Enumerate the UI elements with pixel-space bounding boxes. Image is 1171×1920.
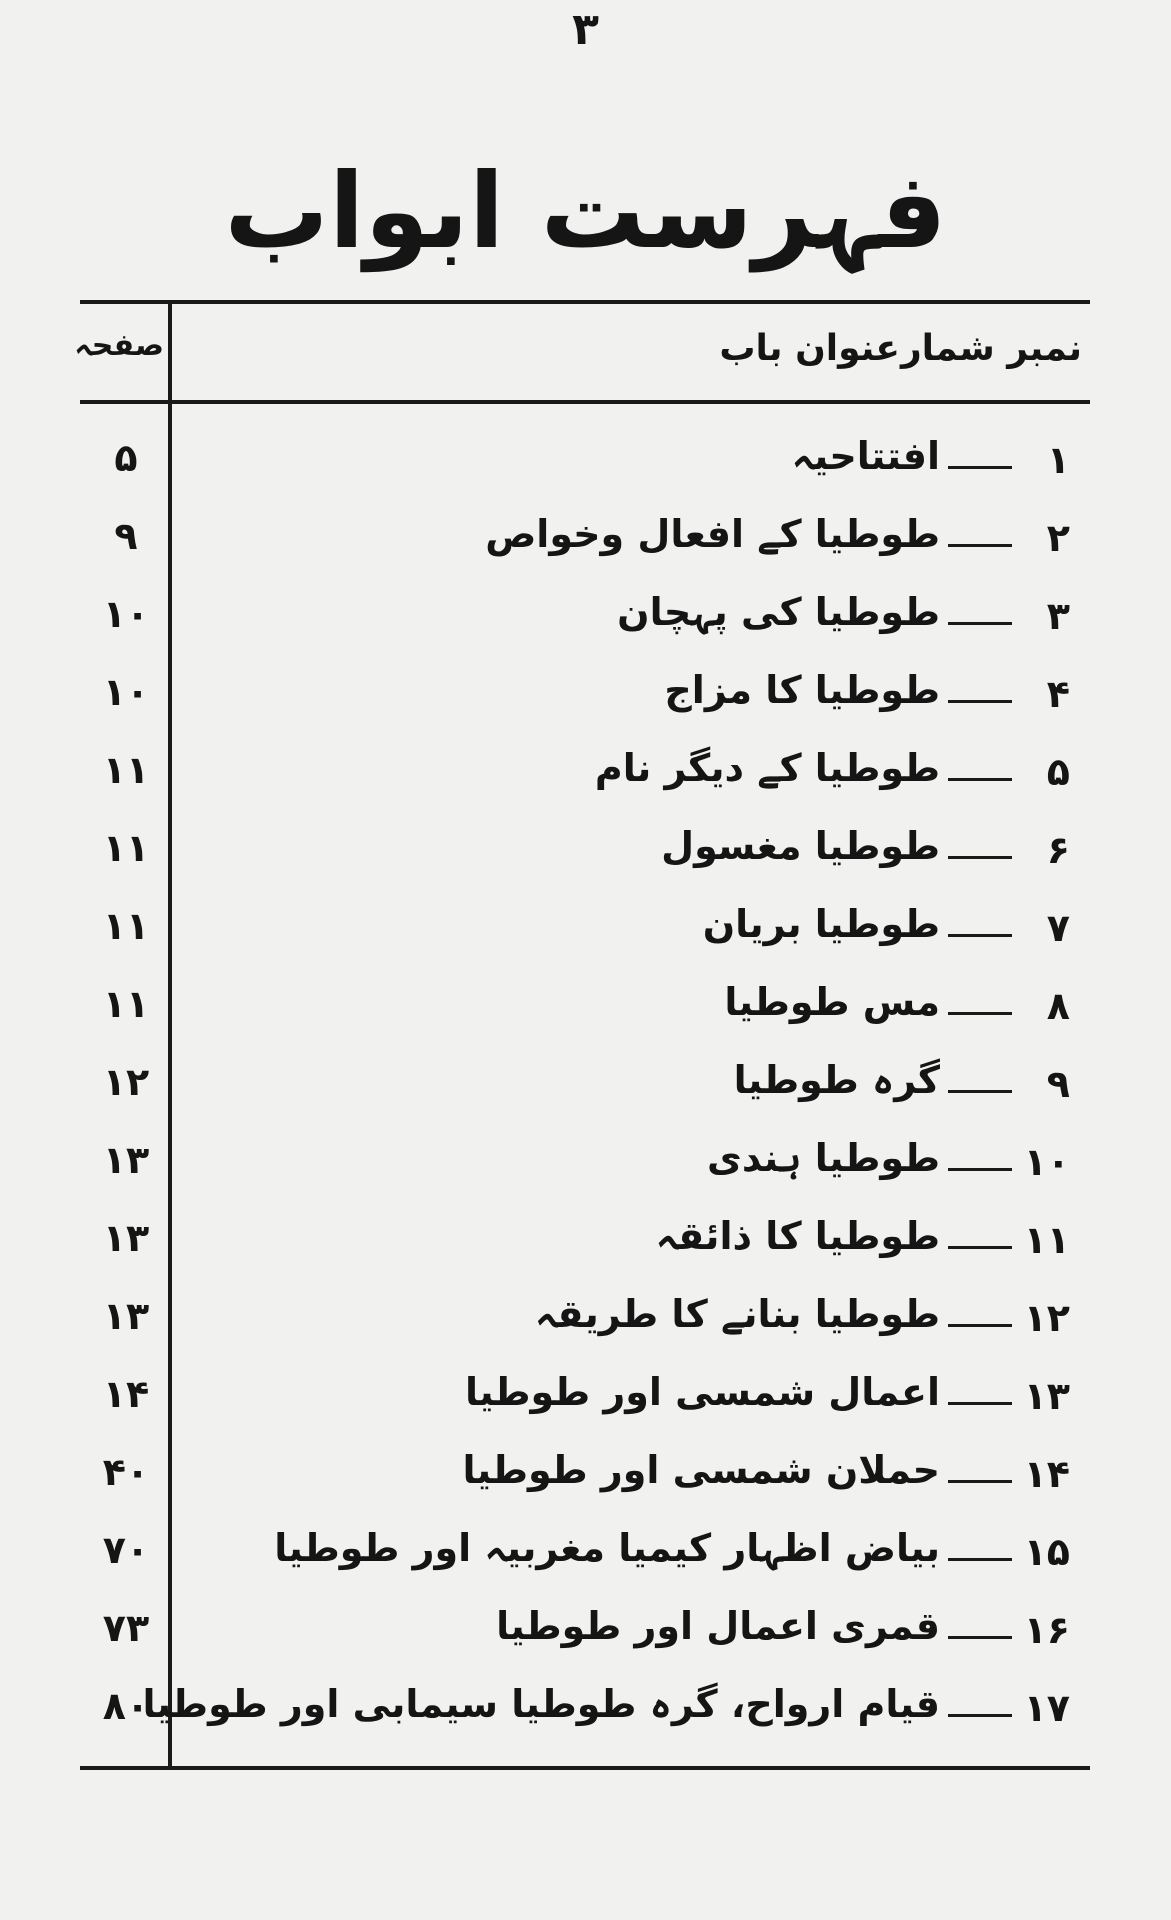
row-chapter-title: طوطیا کا مزاج (664, 668, 940, 712)
row-dash (948, 466, 1012, 469)
row-chapter-title: طوطیا بنانے کا طریقہ (534, 1292, 940, 1336)
row-chapter-title: طوطیا کے افعال وخواص (485, 512, 940, 556)
row-serial: ۱۶ (1023, 1608, 1070, 1652)
row-page: ۸۰ (102, 1684, 150, 1728)
row-dash (948, 934, 1012, 937)
row-chapter-title: گرہ طوطیا (733, 1058, 940, 1102)
row-chapter-title: بیاض اظہار کیمیا مغربیہ اور طوطیا (274, 1526, 940, 1570)
toc-row (80, 1132, 1090, 1210)
row-page: ۵ (114, 436, 138, 480)
toc-row (80, 1444, 1090, 1522)
row-chapter-title: قیام ارواح، گرہ طوطیا سیمابی اور طوطیا (142, 1682, 940, 1726)
row-page: ۱۱ (102, 904, 150, 948)
row-dash (948, 1090, 1012, 1093)
row-page: ۷۰ (102, 1528, 150, 1572)
row-dash (948, 1246, 1012, 1249)
row-chapter-title: اعمال شمسی اور طوطیا (464, 1370, 940, 1414)
row-page: ۱۰ (102, 670, 150, 714)
row-page: ۱۰ (102, 592, 150, 636)
toc-row (80, 1366, 1090, 1444)
row-serial: ۵ (1046, 750, 1070, 794)
row-chapter-title: افتتاحیہ (791, 434, 940, 478)
row-serial: ۳ (1046, 594, 1070, 638)
toc-table (74, 300, 1090, 1770)
page-number: ۳ (572, 4, 599, 55)
row-page: ۱۱ (102, 982, 150, 1026)
bottom-rule (80, 1766, 1090, 1770)
header-rule (80, 400, 1090, 404)
row-serial: ۶ (1046, 828, 1070, 872)
toc-row (80, 1054, 1090, 1132)
row-serial: ۱۳ (1023, 1374, 1070, 1418)
row-dash (948, 1324, 1012, 1327)
row-chapter-title: طوطیا بریان (702, 902, 940, 946)
row-dash (948, 1402, 1012, 1405)
toc-row (80, 1522, 1090, 1600)
row-serial: ۱۰ (1023, 1140, 1070, 1184)
row-page: ۱۱ (102, 826, 150, 870)
page-title: فہرست ابواب (224, 150, 947, 272)
row-page: ۱۳ (102, 1294, 150, 1338)
toc-row (80, 976, 1090, 1054)
row-dash (948, 1636, 1012, 1639)
toc-row (80, 430, 1090, 508)
row-dash (948, 1012, 1012, 1015)
row-dash (948, 1714, 1012, 1717)
top-rule (80, 300, 1090, 304)
toc-row (80, 1288, 1090, 1366)
row-dash (948, 700, 1012, 703)
header-serial: نمبر شمار (900, 328, 1082, 369)
row-serial: ۴ (1046, 672, 1070, 716)
header-page: صفحہ (74, 328, 164, 363)
row-chapter-title: طوطیا کے دیگر نام (594, 746, 940, 790)
toc-row (80, 1678, 1090, 1756)
row-serial: ۱۷ (1023, 1686, 1070, 1730)
row-page: ۱۳ (102, 1216, 150, 1260)
row-chapter-title: قمری اعمال اور طوطیا (496, 1604, 940, 1648)
row-dash (948, 622, 1012, 625)
row-page: ۱۲ (102, 1060, 150, 1104)
row-serial: ۷ (1046, 906, 1070, 950)
row-chapter-title: حملان شمسی اور طوطیا (462, 1448, 940, 1492)
row-chapter-title: طوطیا ہندی (707, 1136, 940, 1180)
row-page: ۱۴ (102, 1372, 150, 1416)
row-page: ۱۳ (102, 1138, 150, 1182)
row-chapter-title: مس طوطیا (724, 980, 940, 1024)
row-page: ۱۱ (102, 748, 150, 792)
toc-rows (80, 430, 1090, 1756)
row-dash (948, 544, 1012, 547)
toc-row (80, 742, 1090, 820)
row-dash (948, 778, 1012, 781)
row-dash (948, 1168, 1012, 1171)
row-serial: ۲ (1046, 516, 1070, 560)
row-chapter-title: طوطیا کی پہچان (617, 590, 940, 634)
row-serial: ۱۱ (1023, 1218, 1070, 1262)
row-chapter-title: طوطیا مغسول (661, 824, 940, 868)
row-serial: ۱ (1046, 438, 1070, 482)
row-chapter-title: طوطیا کا ذائقہ (655, 1214, 940, 1258)
row-page: ۴۰ (102, 1450, 150, 1494)
row-serial: ۸ (1046, 984, 1070, 1028)
row-page: ۹ (114, 514, 138, 558)
row-serial: ۱۵ (1023, 1530, 1070, 1574)
row-dash (948, 1480, 1012, 1483)
row-serial: ۹ (1046, 1062, 1070, 1106)
header-chapter: عنوان باب (719, 328, 900, 369)
toc-row (80, 664, 1090, 742)
toc-row (80, 586, 1090, 664)
row-dash (948, 856, 1012, 859)
toc-row (80, 508, 1090, 586)
toc-row (80, 898, 1090, 976)
row-serial: ۱۴ (1023, 1452, 1070, 1496)
toc-row (80, 1600, 1090, 1678)
row-serial: ۱۲ (1023, 1296, 1070, 1340)
toc-row (80, 1210, 1090, 1288)
row-page: ۷۳ (102, 1606, 150, 1650)
toc-row (80, 820, 1090, 898)
row-dash (948, 1558, 1012, 1561)
